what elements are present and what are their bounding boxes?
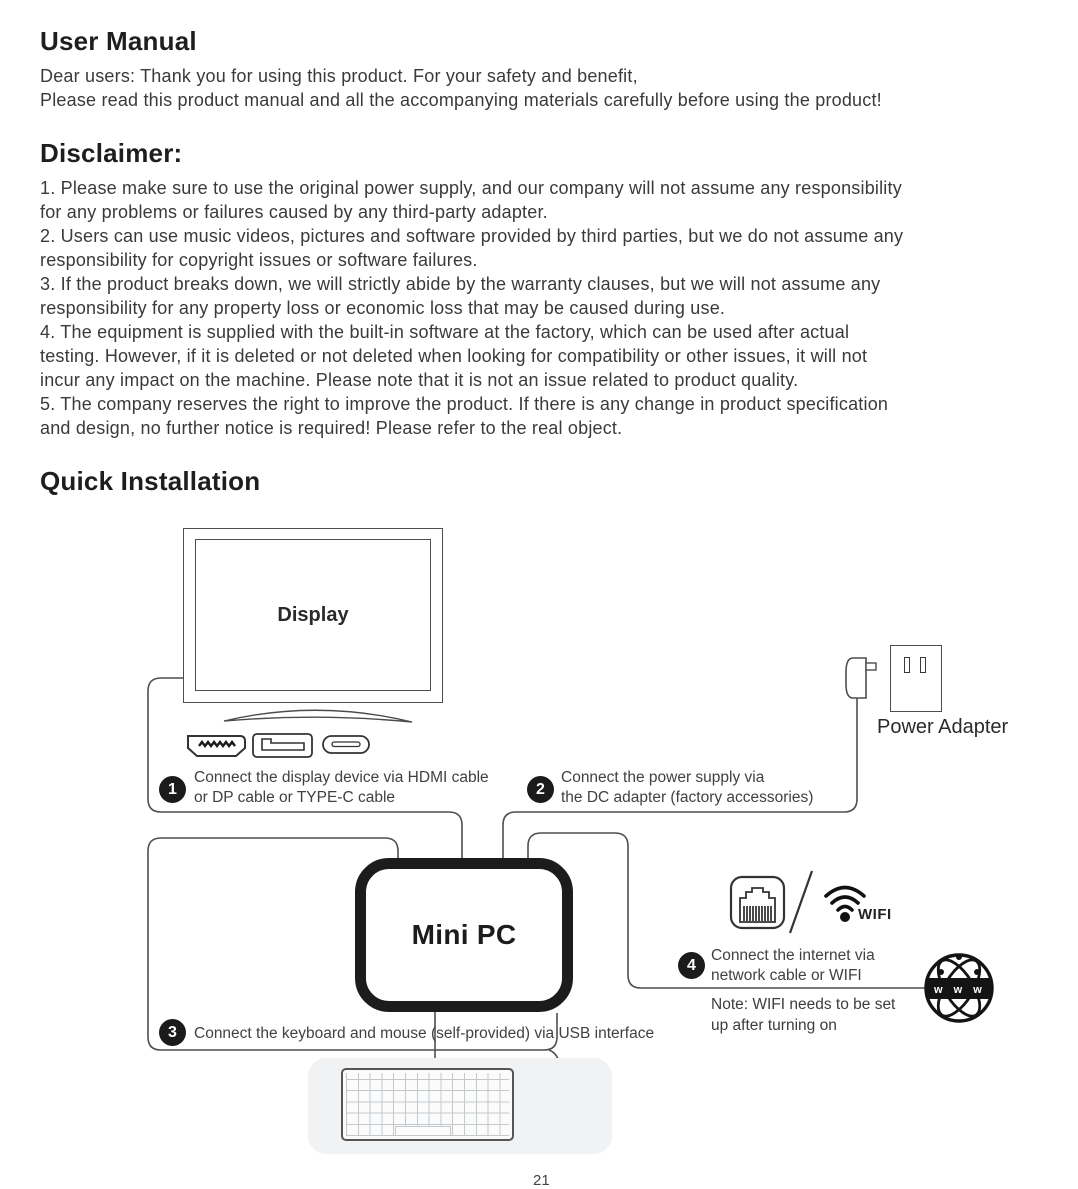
step-3-text bbox=[194, 1024, 654, 1044]
globe-www-label: w w w bbox=[934, 984, 986, 996]
wifi-label: WIFI bbox=[858, 906, 892, 923]
note-line: Note: WIFI needs to be set bbox=[711, 996, 896, 1013]
disclaimer-line: for any problems or failures caused by any third-party adapter. bbox=[40, 202, 548, 222]
wifi-note-text bbox=[711, 994, 895, 1036]
displayport-icon bbox=[253, 734, 312, 757]
power-plug-icon bbox=[846, 658, 876, 698]
keyboard-illustration bbox=[341, 1068, 514, 1141]
step-1-badge: 1 bbox=[159, 776, 186, 803]
power-adapter-label: Power Adapter bbox=[877, 716, 1009, 738]
page-title: User Manual bbox=[40, 26, 197, 56]
slash-divider bbox=[790, 871, 812, 933]
disclaimer-heading: Disclaimer: bbox=[40, 138, 183, 168]
globe-icon bbox=[926, 953, 992, 1022]
step-3-line: Connect the keyboard and mouse (self-provided) via USB interface bbox=[194, 1025, 655, 1042]
disclaimer-line: incur any impact on the machine. Please note that it is not an issue related to product quality. bbox=[40, 370, 799, 390]
disclaimer-line: 5. The company reserves the right to improve the product. If there is any change in product specification bbox=[40, 394, 889, 414]
intro-line: Please read this product manual and all the accompanying materials carefully before using the product! bbox=[40, 90, 882, 110]
monitor-stand bbox=[224, 710, 412, 722]
step-4-line: network cable or WIFI bbox=[711, 966, 862, 984]
step-1-line: Connect the display device via HDMI cable bbox=[194, 769, 489, 786]
step-1-text bbox=[194, 768, 489, 807]
step-4-line: Connect the internet via bbox=[711, 947, 875, 964]
step-2-line: Connect the power supply via bbox=[561, 769, 765, 786]
step-4-badge: 4 bbox=[678, 952, 705, 979]
display-label: Display bbox=[277, 603, 349, 626]
keyboard-spacebar bbox=[395, 1126, 451, 1136]
note-line: up after turning on bbox=[711, 1017, 837, 1034]
page-number: 21 bbox=[533, 1172, 550, 1189]
disclaimer-line: 1. Please make sure to use the original power supply, and our company will not assume any responsibility bbox=[40, 178, 902, 198]
intro-line: Dear users: Thank you for using this product. For your safety and benefit, bbox=[40, 66, 638, 86]
disclaimer-line: and design, no further notice is required! Please refer to the real object. bbox=[40, 418, 623, 438]
step-4-text bbox=[711, 946, 875, 985]
disclaimer-line: responsibility for copyright issues or software failures. bbox=[40, 250, 478, 270]
disclaimer-line: 3. If the product breaks down, we will strictly abide by the warranty clauses, but we will not assume any bbox=[40, 274, 881, 294]
disclaimer-line: 4. The equipment is supplied with the built-in software at the factory, which can be used after actual bbox=[40, 322, 850, 342]
disclaimer-line: 2. Users can use music videos, pictures and software provided by third parties, but we do not assume any bbox=[40, 226, 904, 246]
step-3-badge: 3 bbox=[159, 1019, 186, 1046]
mini-pc-label: Mini PC bbox=[411, 919, 517, 950]
usb-c-port-icon bbox=[323, 736, 369, 753]
disclaimer-line: testing. However, if it is deleted or not deleted when looking for compatibility or other issues, it will not bbox=[40, 346, 868, 366]
hdmi-port-icon bbox=[188, 736, 245, 756]
step-2-text bbox=[561, 768, 813, 807]
disclaimer-line: responsibility for any property loss or economic loss that may be caused during use. bbox=[40, 298, 726, 318]
step-2-line: the DC adapter (factory accessories) bbox=[561, 788, 814, 806]
step-2-badge: 2 bbox=[527, 776, 554, 803]
mini-pc-illustration bbox=[355, 858, 573, 1012]
wifi-icon bbox=[826, 888, 864, 923]
ethernet-port-icon bbox=[731, 877, 784, 928]
step-1-line: or DP cable or TYPE-C cable bbox=[194, 788, 396, 806]
quick-installation-heading: Quick Installation bbox=[40, 466, 261, 496]
